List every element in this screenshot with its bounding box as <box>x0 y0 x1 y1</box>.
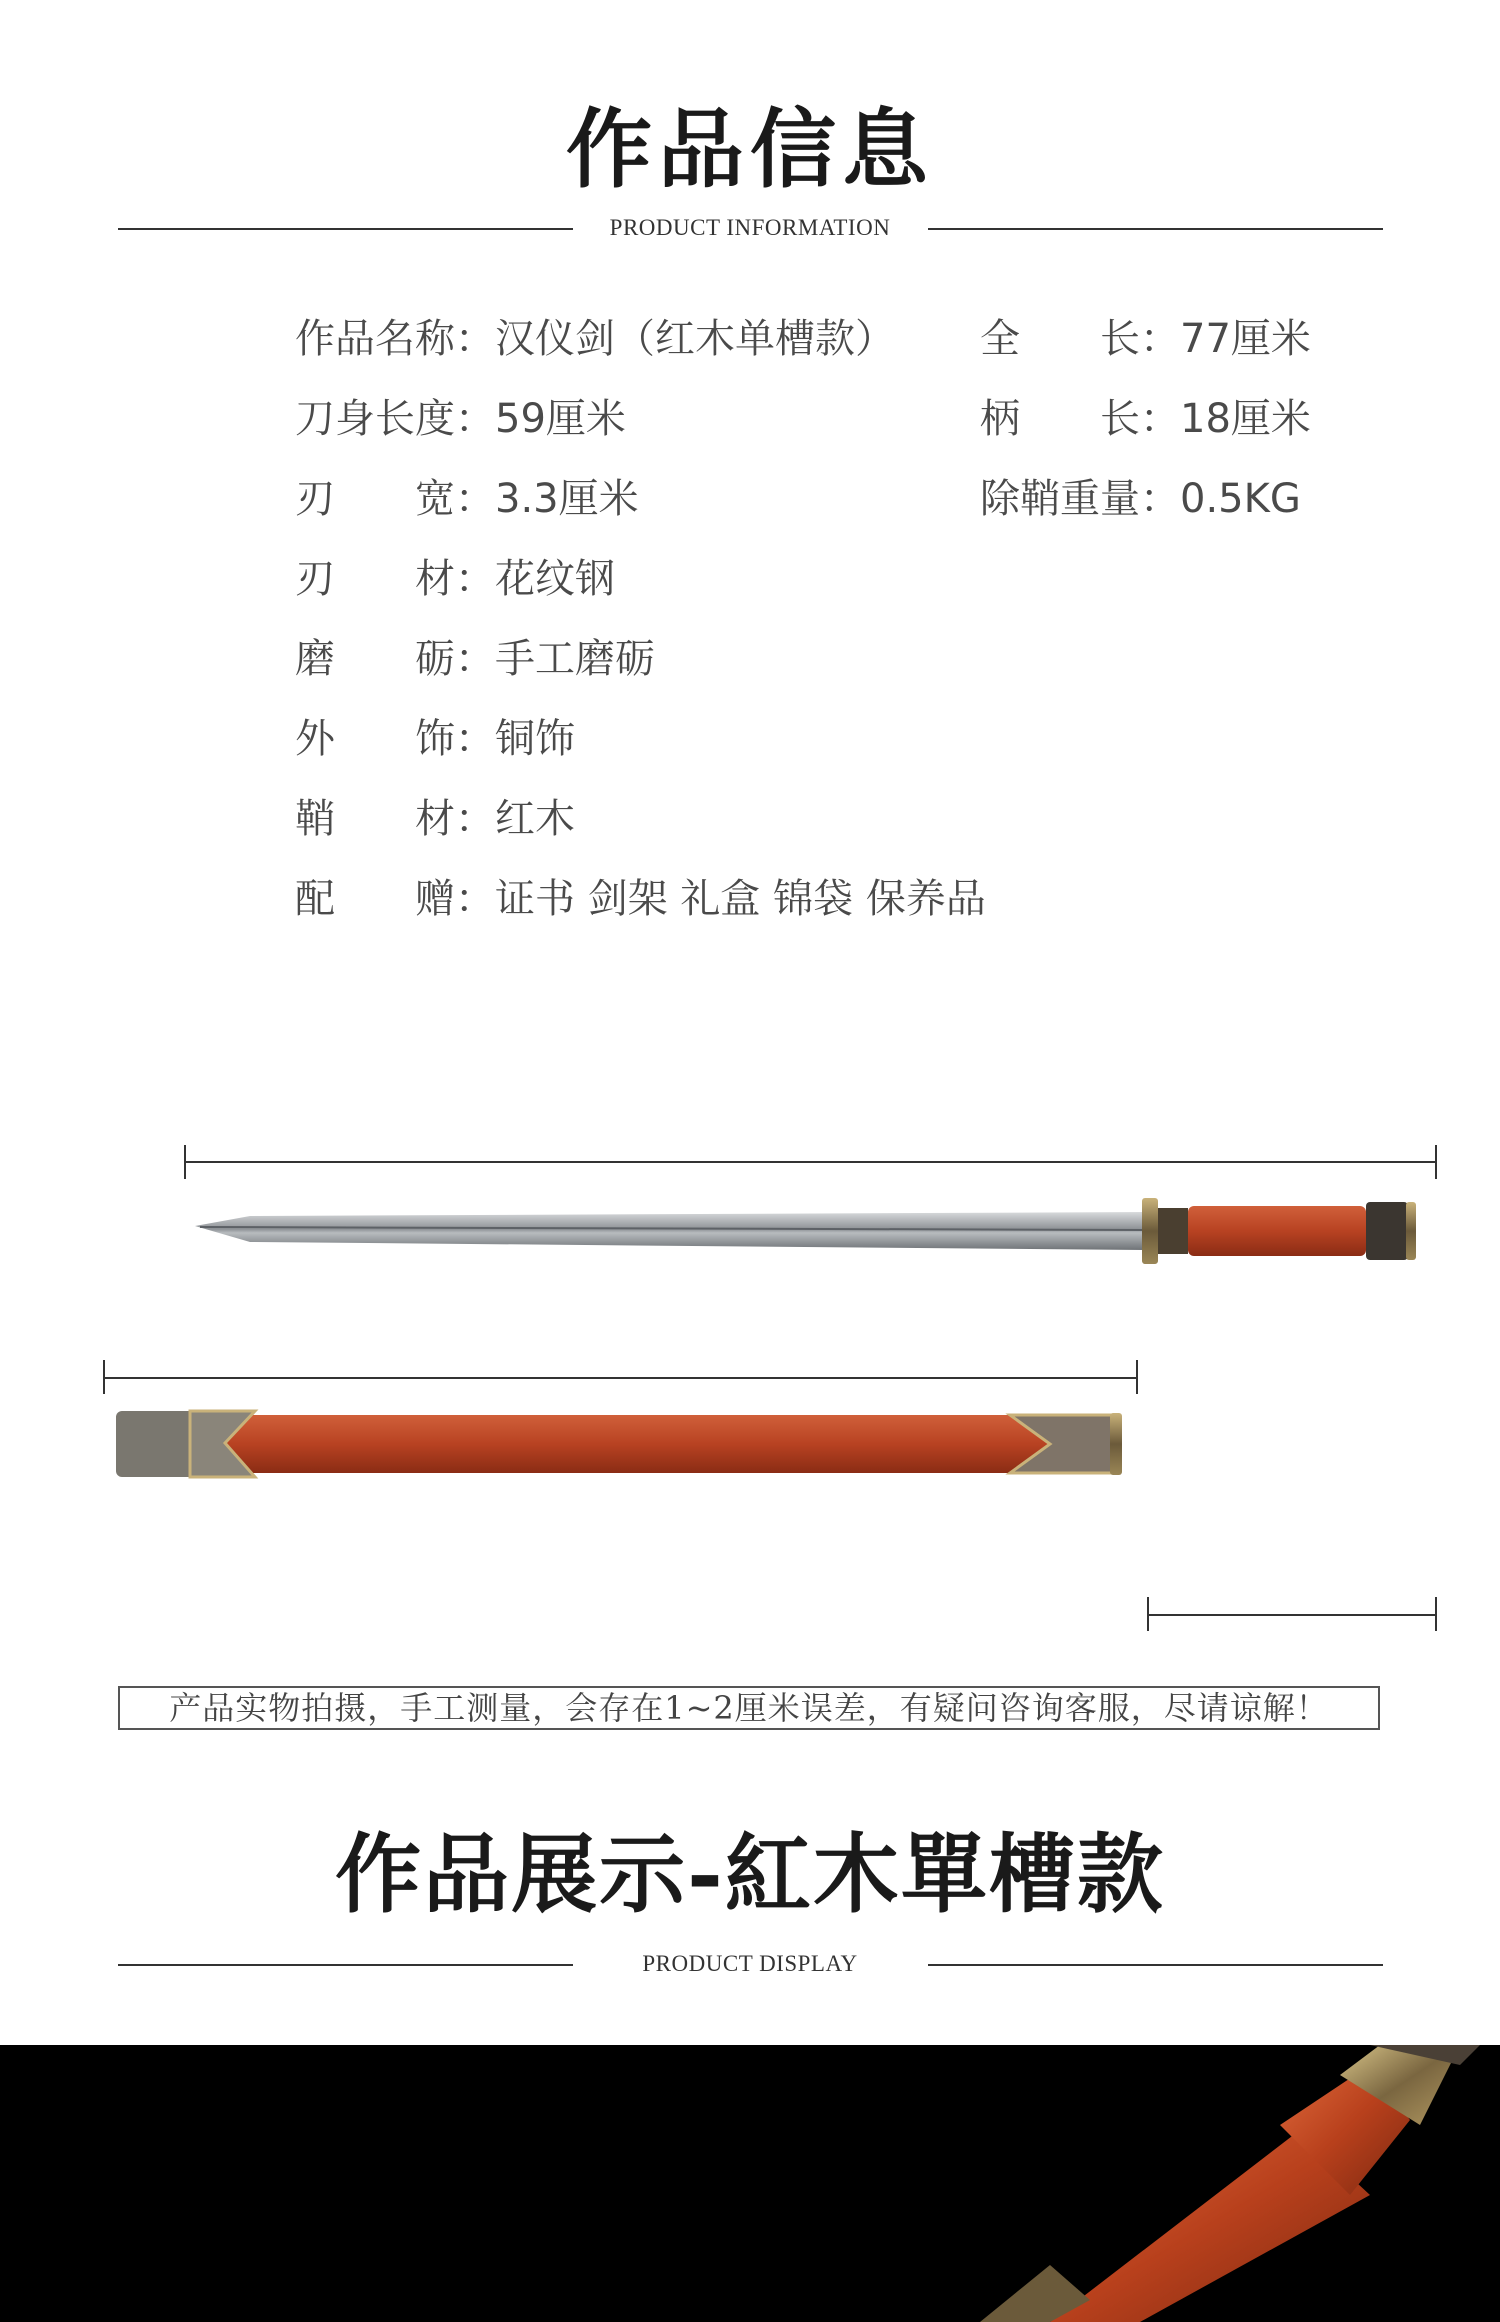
spec-value: 汉仪剑（红木单槽款） <box>495 316 895 362</box>
spec-row: 刃 宽：3.3厘米 <box>295 476 639 522</box>
spec-value: 3.3厘米 <box>495 476 639 522</box>
display-subtitle: PRODUCT DISPLAY <box>642 1951 858 1976</box>
spec-label: 作品名称 <box>295 316 455 362</box>
spec-label: 配 赠 <box>295 876 455 922</box>
sword-length-line <box>185 1161 1437 1163</box>
spec-row: 作品名称：汉仪剑（红木单槽款） <box>295 316 895 362</box>
spec-value: 0.5KG <box>1180 476 1301 522</box>
measurement-notice: 产品实物拍摄，手工测量，会存在1~2厘米误差，有疑问咨询客服，尽请谅解！ <box>118 1686 1380 1730</box>
dim-tick <box>103 1360 105 1394</box>
spec-value: 铜饰 <box>495 716 575 762</box>
spec-label: 刃 材 <box>295 556 455 602</box>
dim-tick <box>1136 1360 1138 1394</box>
spec-value: 77厘米 <box>1180 316 1311 362</box>
spec-value: 59厘米 <box>495 396 626 442</box>
scabbard-image <box>110 1395 1130 1485</box>
spec-value: 18厘米 <box>1180 396 1311 442</box>
spec-label: 磨 砺 <box>295 636 455 682</box>
spec-label: 全 长 <box>980 316 1140 362</box>
spec-label: 鞘 材 <box>295 796 455 842</box>
display-photo <box>0 2045 1500 2322</box>
scabbard-length-line <box>104 1377 1138 1379</box>
spec-row: 鞘 材：红木 <box>295 796 575 842</box>
info-title: 作品信息 <box>566 99 934 200</box>
spec-value: 证书 剑架 礼盒 锦袋 保养品 <box>495 876 986 922</box>
spec-row: 磨 砺：手工磨砺 <box>295 636 655 682</box>
spec-label: 柄 长 <box>980 396 1140 442</box>
spec-row: 全 长：77厘米 <box>980 316 1311 362</box>
spec-value: 花纹钢 <box>495 556 615 602</box>
handle-length-line <box>1148 1614 1436 1616</box>
dim-tick <box>1147 1597 1149 1631</box>
spec-value: 红木 <box>495 796 575 842</box>
spec-row: 刀身长度：59厘米 <box>295 396 626 442</box>
dim-tick <box>184 1145 186 1179</box>
spec-row: 柄 长：18厘米 <box>980 396 1311 442</box>
sword-handle-closeup <box>900 2045 1500 2322</box>
spec-label: 除鞘重量 <box>980 476 1140 522</box>
spec-row: 外 饰：铜饰 <box>295 716 575 762</box>
spec-label: 外 饰 <box>295 716 455 762</box>
sword-image <box>180 1180 1440 1280</box>
spec-row: 配 赠：证书 剑架 礼盒 锦袋 保养品 <box>295 876 986 922</box>
dim-tick <box>1435 1145 1437 1179</box>
info-subtitle: PRODUCT INFORMATION <box>609 215 891 240</box>
dim-tick <box>1435 1597 1437 1631</box>
spec-row: 除鞘重量：0.5KG <box>980 476 1301 522</box>
spec-value: 手工磨砺 <box>495 636 655 682</box>
spec-label: 刃 宽 <box>295 476 455 522</box>
spec-label: 刀身长度 <box>295 396 455 442</box>
spec-row: 刃 材：花纹钢 <box>295 556 615 602</box>
display-title: 作品展示-紅木單槽款 <box>335 1824 1165 1925</box>
